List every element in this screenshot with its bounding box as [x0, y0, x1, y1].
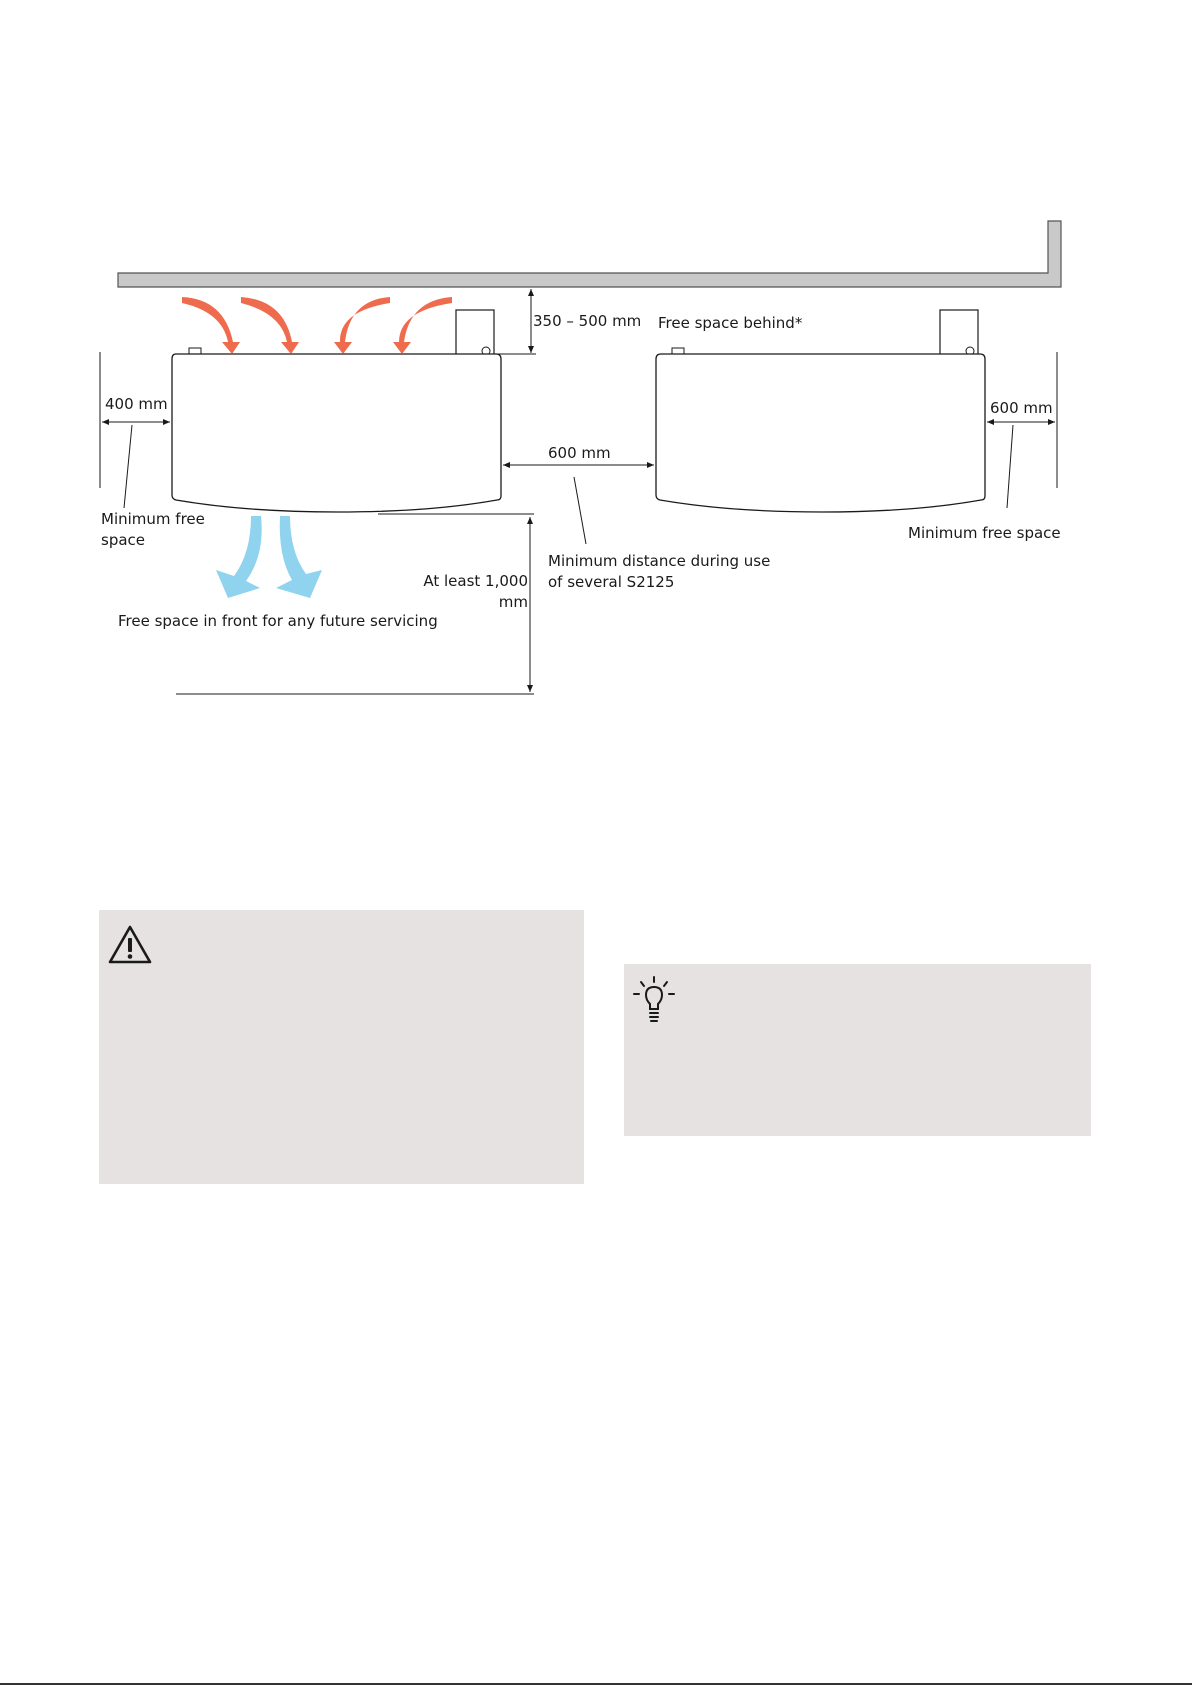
label-between-units: 600 mm — [548, 444, 611, 462]
outlet-arrow — [216, 516, 262, 598]
intake-arrow — [182, 297, 240, 354]
label-min-free-left-line2: space — [101, 531, 146, 549]
label-min-distance-line2: of several S2125 — [548, 573, 675, 591]
label-front-service: Free space in front for any future servicing — [118, 612, 438, 630]
heat-pump-unit-left — [172, 310, 501, 512]
wall — [118, 221, 1061, 287]
intake-arrow — [393, 297, 452, 354]
label-free-space-behind: Free space behind* — [658, 314, 803, 332]
intake-arrow — [241, 297, 299, 354]
label-min-distance-line1: Minimum distance during use — [548, 552, 771, 570]
label-min-free-right: Minimum free space — [908, 524, 1061, 542]
lightbulb-icon — [632, 976, 676, 1026]
label-min-free-left-line1: Minimum free — [101, 510, 205, 528]
intake-arrow — [334, 297, 390, 354]
label-right-clearance: 600 mm — [990, 399, 1053, 417]
warning-panel — [99, 910, 584, 1184]
label-front-clearance-line1: At least 1,000 — [423, 572, 528, 590]
outlet-arrows — [216, 516, 322, 598]
tip-panel — [624, 964, 1091, 1136]
label-front-clearance-line2: mm — [498, 593, 528, 611]
label-height-range: 350 – 500 mm — [533, 312, 642, 330]
outlet-arrow — [276, 516, 322, 598]
warning-triangle-icon — [107, 924, 153, 966]
installation-clearance-diagram — [0, 0, 1192, 720]
label-left-clearance: 400 mm — [105, 395, 168, 413]
heat-pump-unit-right — [656, 310, 985, 512]
intake-arrows — [182, 297, 452, 354]
